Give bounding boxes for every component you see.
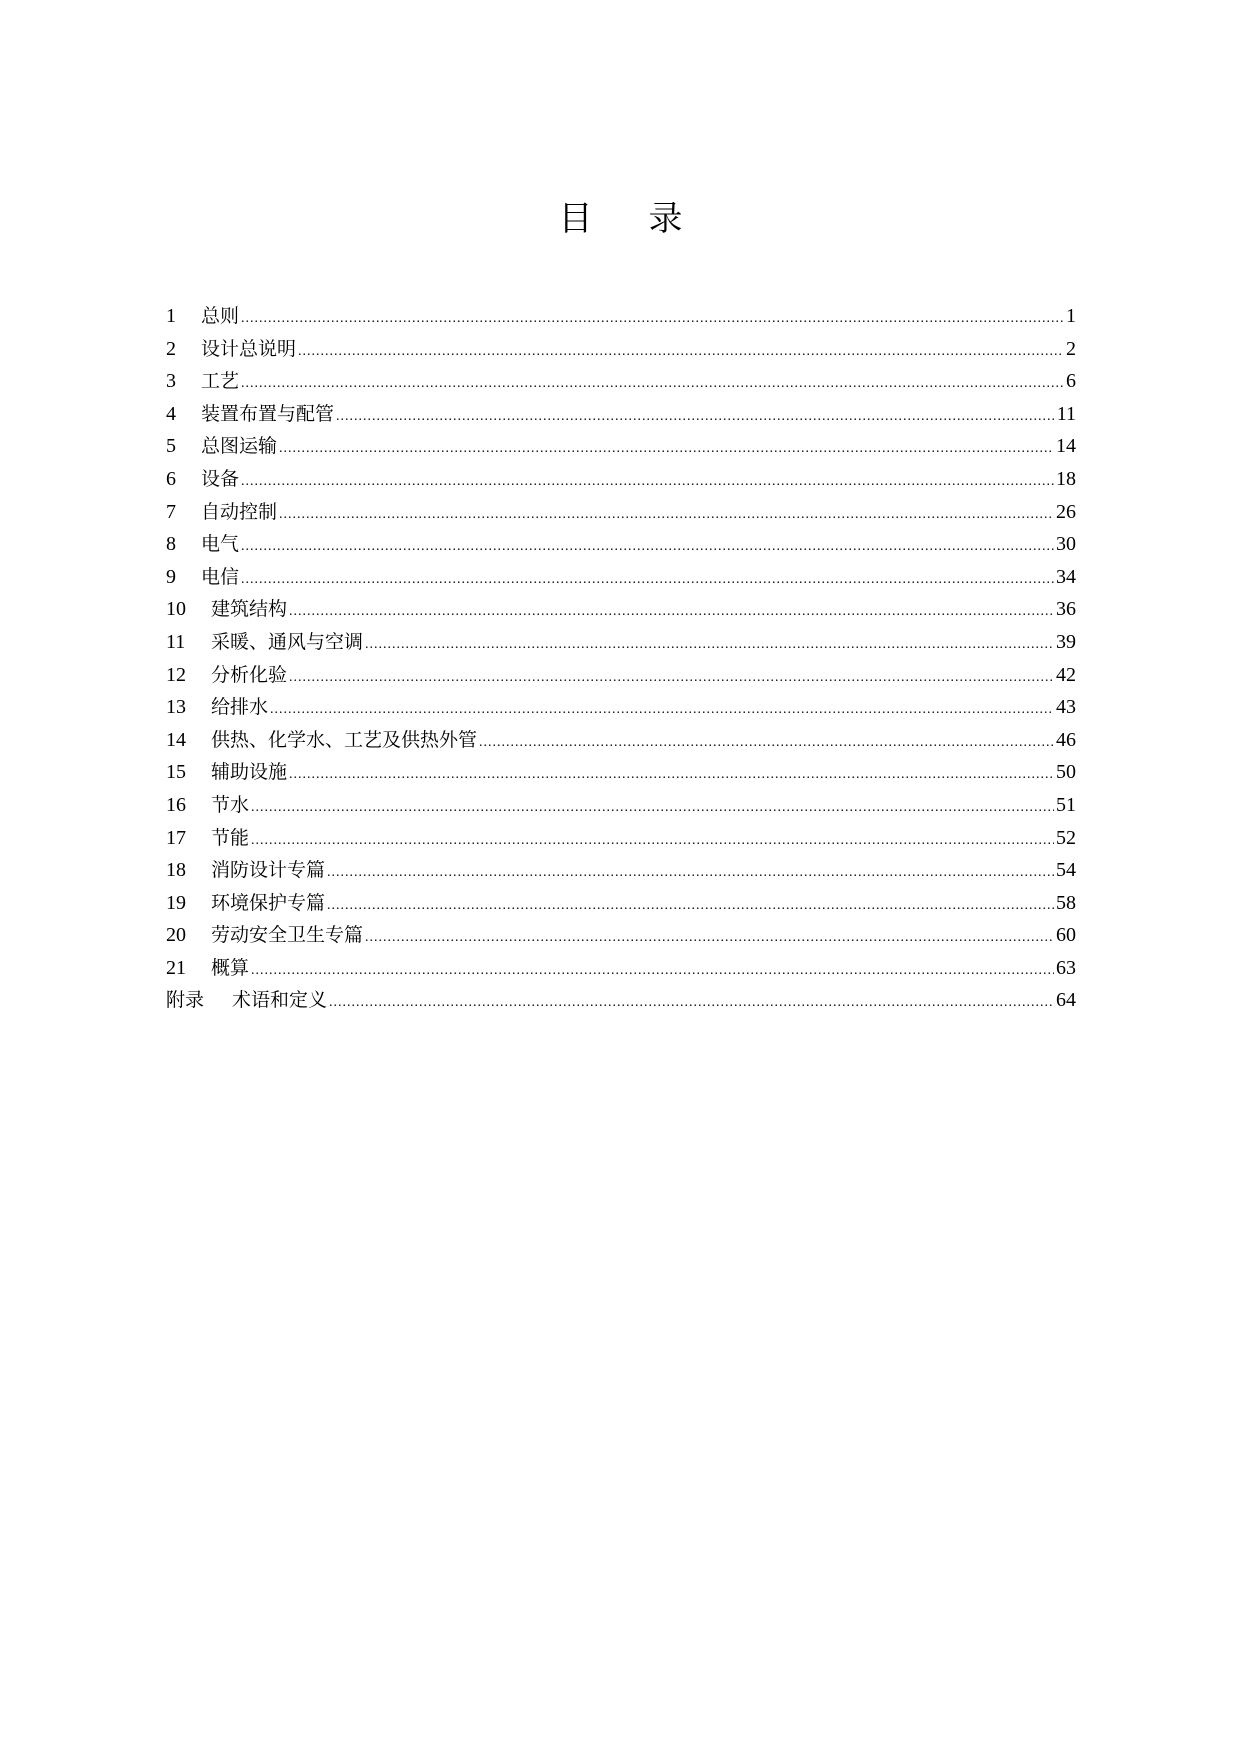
toc-entry-number: 13 bbox=[166, 696, 186, 719]
toc-entry-page-number: 63 bbox=[1056, 956, 1076, 979]
toc-entry-title: 建筑结构 bbox=[211, 598, 288, 621]
toc-entry-page-number: 64 bbox=[1056, 989, 1076, 1012]
toc-entry[interactable] bbox=[166, 952, 1076, 985]
toc-entry-number: 5 bbox=[166, 435, 176, 458]
toc-entry-page-number: 30 bbox=[1056, 533, 1076, 556]
toc-dot-leader bbox=[327, 890, 1054, 923]
toc-dot-leader bbox=[365, 922, 1054, 955]
toc-dot-leader bbox=[336, 401, 1055, 434]
toc-entry-number: 14 bbox=[166, 728, 186, 751]
toc-entry-title: 给排水 bbox=[211, 696, 269, 719]
toc-entry-title: 辅助设施 bbox=[211, 761, 288, 784]
toc-entry-number: 17 bbox=[166, 826, 186, 849]
toc-entry[interactable] bbox=[166, 756, 1076, 789]
toc-entry[interactable] bbox=[166, 659, 1076, 692]
toc-entry-number: 7 bbox=[166, 500, 176, 523]
toc-entry-number: 1 bbox=[166, 305, 176, 327]
toc-entry-page-number: 26 bbox=[1056, 500, 1076, 523]
toc-entry-page-number: 36 bbox=[1056, 598, 1076, 621]
toc-entry[interactable] bbox=[166, 300, 1076, 333]
toc-dot-leader bbox=[251, 825, 1054, 858]
toc-dot-leader bbox=[241, 303, 1064, 336]
toc-dot-leader bbox=[241, 466, 1054, 499]
toc-entry-title: 消防设计专篇 bbox=[211, 859, 326, 882]
toc-dot-leader bbox=[279, 499, 1054, 532]
toc-entry[interactable] bbox=[166, 724, 1076, 757]
toc-entry[interactable] bbox=[166, 691, 1076, 724]
page-title-part-2: 录 bbox=[648, 199, 683, 239]
toc-entry[interactable] bbox=[166, 365, 1076, 398]
toc-entry[interactable] bbox=[166, 398, 1076, 431]
toc-entry-number: 9 bbox=[166, 565, 176, 588]
toc-entry[interactable] bbox=[166, 333, 1076, 366]
toc-entry-title: 供热、化学水、工艺及供热外管 bbox=[211, 728, 478, 751]
toc-entry-number: 3 bbox=[166, 370, 176, 393]
toc-entry-page-number: 51 bbox=[1056, 793, 1076, 816]
toc-entry-page-number: 54 bbox=[1056, 859, 1076, 882]
toc-entry[interactable] bbox=[166, 887, 1076, 920]
toc-dot-leader bbox=[329, 987, 1054, 1020]
toc-entry-title: 劳动安全卫生专篇 bbox=[211, 924, 364, 947]
toc-entry-title: 工艺 bbox=[201, 370, 240, 393]
toc-entry-title: 电信 bbox=[201, 565, 240, 588]
toc-entry-title: 电气 bbox=[201, 533, 240, 556]
toc-entry-title: 采暖、通风与空调 bbox=[211, 630, 364, 653]
toc-entry-page-number: 2 bbox=[1066, 337, 1076, 360]
table-of-contents bbox=[166, 300, 1076, 1017]
toc-entry-page-number: 52 bbox=[1056, 826, 1076, 849]
toc-entry[interactable] bbox=[166, 528, 1076, 561]
toc-entry[interactable] bbox=[166, 593, 1076, 626]
toc-dot-leader bbox=[251, 955, 1054, 988]
toc-entry-title: 设备 bbox=[201, 467, 240, 490]
toc-entry-page-number: 11 bbox=[1056, 402, 1076, 425]
toc-dot-leader bbox=[289, 759, 1054, 792]
toc-entry-title: 总图运输 bbox=[201, 435, 278, 458]
toc-dot-leader bbox=[289, 596, 1054, 629]
toc-entry-page-number: 43 bbox=[1056, 696, 1076, 719]
toc-dot-leader bbox=[479, 727, 1054, 760]
toc-entry-page-number: 34 bbox=[1056, 565, 1076, 588]
toc-entry[interactable] bbox=[166, 430, 1076, 463]
toc-entry[interactable] bbox=[166, 496, 1076, 529]
toc-entry[interactable] bbox=[166, 789, 1076, 822]
toc-entry-page-number: 58 bbox=[1056, 891, 1076, 914]
toc-dot-leader bbox=[298, 336, 1064, 369]
toc-entry-number: 15 bbox=[166, 761, 186, 784]
toc-entry-page-number: 18 bbox=[1056, 467, 1076, 490]
toc-dot-leader bbox=[279, 433, 1054, 466]
toc-entry-number: 20 bbox=[166, 924, 186, 947]
toc-dot-leader bbox=[241, 531, 1054, 564]
toc-entry-number: 2 bbox=[166, 337, 176, 360]
toc-dot-leader bbox=[289, 662, 1054, 695]
toc-entry-title: 分析化验 bbox=[211, 663, 288, 686]
toc-entry-page-number: 42 bbox=[1056, 663, 1076, 686]
toc-dot-leader bbox=[241, 564, 1054, 597]
toc-entry-title: 环境保护专篇 bbox=[211, 891, 326, 914]
toc-entry-page-number: 46 bbox=[1056, 728, 1076, 751]
toc-entry[interactable] bbox=[166, 626, 1076, 659]
toc-entry[interactable] bbox=[166, 463, 1076, 496]
toc-entry[interactable] bbox=[166, 984, 1076, 1017]
toc-entry-page-number: 1 bbox=[1066, 305, 1076, 327]
toc-entry-title: 术语和定义 bbox=[232, 989, 328, 1012]
toc-entry-number: 12 bbox=[166, 663, 186, 686]
toc-dot-leader bbox=[270, 694, 1054, 727]
toc-entry-number: 18 bbox=[166, 859, 186, 882]
toc-entry-title: 装置布置与配管 bbox=[201, 402, 335, 425]
toc-entry-title: 节能 bbox=[211, 826, 250, 849]
toc-entry-number: 11 bbox=[166, 630, 186, 653]
page-title bbox=[0, 196, 1241, 242]
toc-dot-leader bbox=[251, 792, 1054, 825]
toc-dot-leader bbox=[327, 857, 1054, 890]
toc-entry-title: 设计总说明 bbox=[201, 337, 297, 360]
toc-entry-page-number: 6 bbox=[1066, 370, 1076, 393]
toc-entry[interactable] bbox=[166, 919, 1076, 952]
page-title-part-1: 目 bbox=[558, 199, 593, 239]
toc-dot-leader bbox=[365, 629, 1054, 662]
toc-entry-title: 自动控制 bbox=[201, 500, 278, 523]
toc-entry-number: 10 bbox=[166, 598, 186, 621]
toc-entry-number: 6 bbox=[166, 467, 176, 490]
toc-entry-number: 16 bbox=[166, 793, 186, 816]
toc-entry-page-number: 14 bbox=[1056, 435, 1076, 458]
toc-entry[interactable] bbox=[166, 854, 1076, 887]
toc-entry-page-number: 50 bbox=[1056, 761, 1076, 784]
toc-dot-leader bbox=[241, 368, 1064, 401]
toc-entry-title: 概算 bbox=[211, 956, 250, 979]
toc-entry-number: 19 bbox=[166, 891, 186, 914]
toc-entry[interactable] bbox=[166, 822, 1076, 855]
toc-entry-page-number: 39 bbox=[1056, 630, 1076, 653]
toc-entry[interactable] bbox=[166, 561, 1076, 594]
toc-entry-number: 8 bbox=[166, 533, 176, 556]
toc-entry-title: 总则 bbox=[201, 305, 240, 327]
toc-entry-number: 4 bbox=[166, 402, 176, 425]
toc-entry-number: 附录 bbox=[166, 989, 205, 1012]
toc-entry-number: 21 bbox=[166, 956, 186, 979]
toc-entry-title: 节水 bbox=[211, 793, 250, 816]
toc-entry-page-number: 60 bbox=[1056, 924, 1076, 947]
